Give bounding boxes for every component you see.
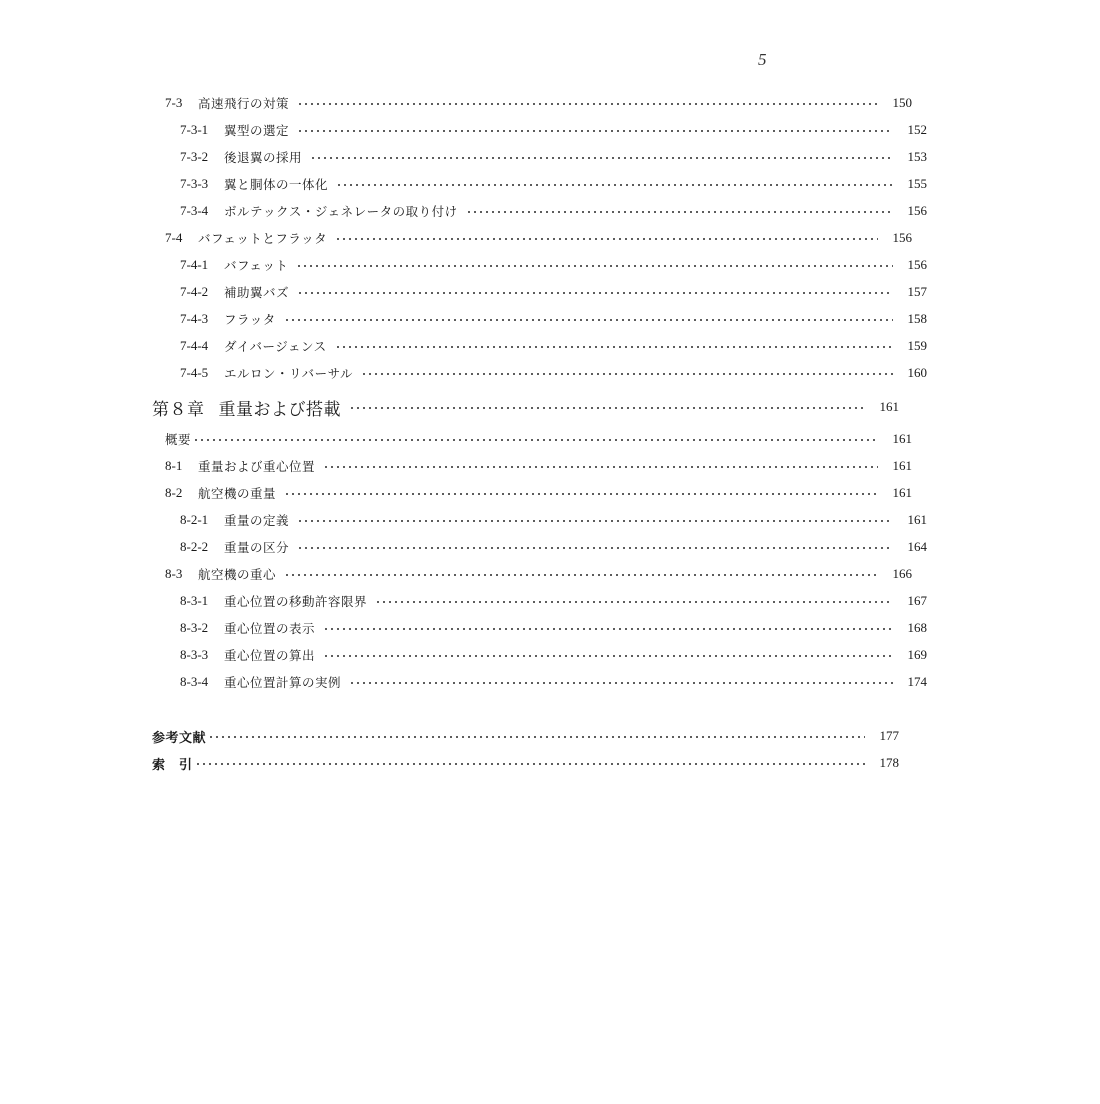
entry-title: 重量の区分 bbox=[224, 540, 290, 555]
entry-page: 159 bbox=[907, 338, 927, 353]
entry-number: 8-2 bbox=[165, 485, 183, 500]
chapter-title: 重量および搭載 bbox=[218, 399, 341, 420]
entry-page: 161 bbox=[879, 399, 899, 414]
toc-entry[interactable] bbox=[0, 255, 1100, 275]
dot-leader bbox=[336, 184, 893, 186]
entry-number: 7-4-2 bbox=[180, 284, 209, 299]
toc-entry[interactable] bbox=[0, 456, 1085, 476]
entry-title: 航空機の重心 bbox=[198, 567, 277, 582]
entry-title: 重心位置の移動許容限界 bbox=[224, 594, 368, 609]
entry-title: 後退翼の採用 bbox=[224, 150, 303, 165]
entry-page: 160 bbox=[907, 365, 927, 380]
toc-entry[interactable] bbox=[0, 309, 1100, 329]
entry-page: 150 bbox=[892, 95, 912, 110]
entry-page: 161 bbox=[892, 431, 912, 446]
toc-entry[interactable] bbox=[0, 336, 1100, 356]
toc-entry[interactable] bbox=[0, 228, 1085, 248]
dot-leader bbox=[335, 346, 893, 348]
toc-entry[interactable] bbox=[0, 672, 1100, 692]
dot-leader bbox=[361, 373, 893, 375]
entry-title: 補助翼バズ bbox=[224, 285, 290, 300]
entry-page: 156 bbox=[907, 203, 927, 218]
chapter-heading bbox=[152, 395, 341, 420]
toc-entry[interactable] bbox=[0, 93, 1085, 113]
dot-leader bbox=[195, 763, 865, 765]
toc-entry[interactable] bbox=[0, 363, 1100, 383]
entry-title: 翼と胴体の一体化 bbox=[224, 177, 329, 192]
dot-leader bbox=[349, 407, 865, 409]
toc-entry[interactable] bbox=[0, 174, 1100, 194]
entry-number: 8-3-4 bbox=[180, 674, 209, 689]
entry-title: バフェット bbox=[224, 258, 289, 273]
entry-number: 8-3-1 bbox=[180, 593, 209, 608]
entry-title: フラッタ bbox=[224, 312, 276, 327]
entry-page: 161 bbox=[892, 458, 912, 473]
entry-page: 157 bbox=[907, 284, 927, 299]
entry-page: 178 bbox=[879, 755, 899, 770]
entry-number: 7-3-2 bbox=[180, 149, 209, 164]
entry-page: 164 bbox=[907, 539, 927, 554]
dot-leader bbox=[297, 292, 893, 294]
entry-page: 161 bbox=[892, 485, 912, 500]
entry-number: 7-3-1 bbox=[180, 122, 209, 137]
entry-number: 7-4 bbox=[165, 230, 183, 245]
dot-leader bbox=[335, 238, 878, 240]
entry-page: 166 bbox=[892, 566, 912, 581]
dot-leader bbox=[208, 736, 865, 738]
entry-title: バフェットとフラッタ bbox=[198, 231, 328, 246]
entry-page: 156 bbox=[907, 257, 927, 272]
chapter-number: 第８章 bbox=[152, 399, 205, 420]
dot-leader bbox=[310, 157, 893, 159]
entry-page: 161 bbox=[907, 512, 927, 527]
page-number: 5 bbox=[758, 50, 767, 69]
entry-title: 概要 bbox=[165, 432, 192, 447]
entry-number: 7-3 bbox=[165, 95, 183, 110]
toc-entry[interactable] bbox=[0, 537, 1100, 557]
entry-page: 177 bbox=[879, 728, 899, 743]
toc-chapter-entry[interactable] bbox=[0, 394, 1072, 420]
entry-page: 169 bbox=[907, 647, 927, 662]
entry-title: 翼型の選定 bbox=[224, 123, 290, 138]
entry-number: 8-2-2 bbox=[180, 539, 209, 554]
toc-entry[interactable] bbox=[0, 591, 1100, 611]
dot-leader bbox=[375, 601, 893, 603]
dot-leader bbox=[284, 574, 878, 576]
toc-entry[interactable] bbox=[0, 282, 1100, 302]
entry-number: 7-4-3 bbox=[180, 311, 209, 326]
entry-title: 重心位置計算の実例 bbox=[224, 675, 342, 690]
entry-number: 8-3-2 bbox=[180, 620, 209, 635]
toc-entry[interactable] bbox=[0, 564, 1085, 584]
entry-title: 索 引 bbox=[152, 757, 193, 773]
entry-page: 155 bbox=[907, 176, 927, 191]
entry-title: エルロン・リバーサル bbox=[224, 366, 354, 381]
entry-page: 158 bbox=[907, 311, 927, 326]
entry-page: 168 bbox=[907, 620, 927, 635]
dot-leader bbox=[349, 682, 893, 684]
dot-leader bbox=[296, 265, 893, 267]
entry-title: 重心位置の表示 bbox=[224, 621, 316, 636]
toc-entry[interactable] bbox=[0, 618, 1100, 638]
toc-entry[interactable] bbox=[0, 429, 1085, 449]
entry-number: 8-3-3 bbox=[180, 647, 209, 662]
entry-number: 7-3-3 bbox=[180, 176, 209, 191]
toc-entry-references[interactable] bbox=[0, 726, 1072, 746]
entry-page: 153 bbox=[907, 149, 927, 164]
entry-page: 152 bbox=[907, 122, 927, 137]
toc-entry[interactable] bbox=[0, 483, 1085, 503]
entry-title: 重心位置の算出 bbox=[224, 648, 316, 663]
entry-number: 7-3-4 bbox=[180, 203, 209, 218]
entry-number: 8-2-1 bbox=[180, 512, 209, 527]
dot-leader bbox=[297, 103, 878, 105]
entry-page: 167 bbox=[907, 593, 927, 608]
entry-title: 重量の定義 bbox=[224, 513, 290, 528]
entry-page: 174 bbox=[907, 674, 927, 689]
entry-page: 156 bbox=[892, 230, 912, 245]
dot-leader bbox=[323, 628, 893, 630]
dot-leader bbox=[284, 319, 893, 321]
toc-entry[interactable] bbox=[0, 120, 1100, 140]
dot-leader bbox=[193, 439, 878, 441]
toc-entry[interactable] bbox=[0, 645, 1100, 665]
toc-entry[interactable] bbox=[0, 201, 1100, 221]
toc-entry[interactable] bbox=[0, 510, 1100, 530]
entry-number: 7-4-4 bbox=[180, 338, 209, 353]
entry-number: 7-4-5 bbox=[180, 365, 209, 380]
entry-number: 7-4-1 bbox=[180, 257, 209, 272]
entry-title: ボルテックス・ジェネレータの取り付け bbox=[224, 204, 458, 219]
entry-title: 高速飛行の対策 bbox=[198, 96, 290, 111]
dot-leader bbox=[323, 655, 893, 657]
entry-title: 重量および重心位置 bbox=[198, 459, 316, 474]
entry-title: ダイバージェンス bbox=[224, 339, 327, 354]
entry-number: 8-1 bbox=[165, 458, 183, 473]
entry-title: 航空機の重量 bbox=[198, 486, 277, 501]
entry-title: 参考文献 bbox=[152, 730, 207, 746]
dot-leader bbox=[297, 547, 893, 549]
toc-entry[interactable] bbox=[0, 147, 1100, 167]
dot-leader bbox=[284, 493, 878, 495]
dot-leader bbox=[297, 520, 893, 522]
dot-leader bbox=[466, 211, 893, 213]
dot-leader bbox=[323, 466, 878, 468]
toc-entry-index[interactable] bbox=[0, 753, 1072, 773]
entry-number: 8-3 bbox=[165, 566, 183, 581]
dot-leader bbox=[297, 130, 893, 132]
